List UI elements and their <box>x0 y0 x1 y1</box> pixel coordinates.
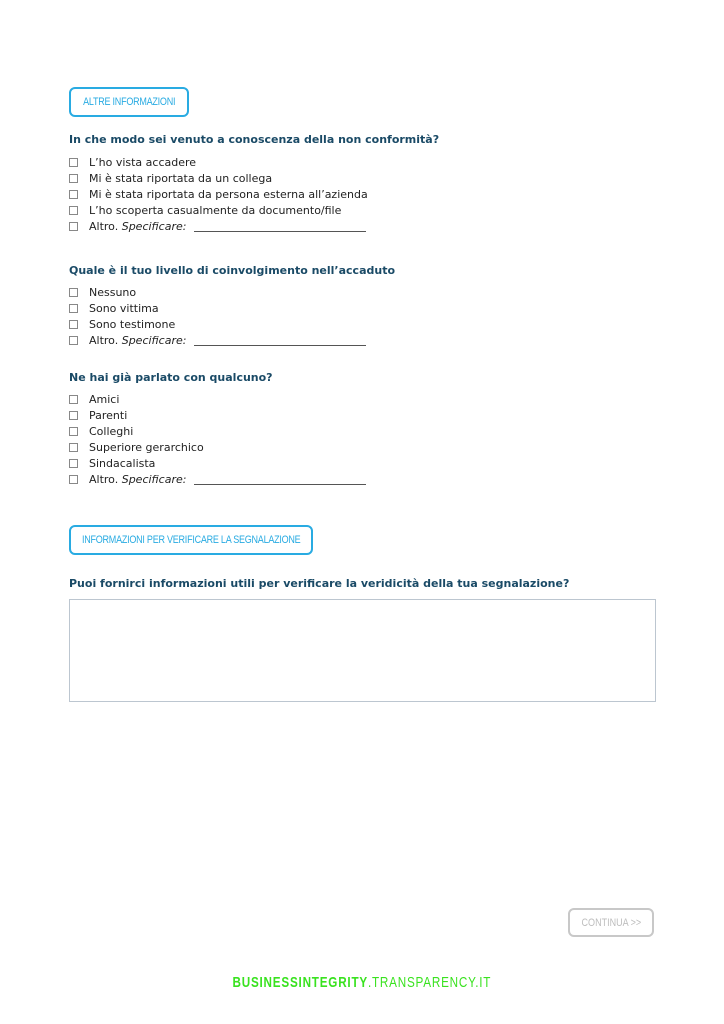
option[interactable]: Sindacalista <box>69 455 366 471</box>
checkbox[interactable] <box>69 411 78 420</box>
checkbox[interactable] <box>69 174 78 183</box>
option[interactable]: Amici <box>69 391 366 407</box>
option-other[interactable]: Altro. Specificare: <box>69 332 366 348</box>
checkbox[interactable] <box>69 443 78 452</box>
option[interactable]: Parenti <box>69 407 366 423</box>
section-title: INFORMAZIONI PER VERIFICARE LA SEGNALAZIONE <box>81 534 301 546</box>
question-1: In che modo sei venuto a conoscenza della non conformità? <box>69 133 440 146</box>
option[interactable]: Mi è stata riportata da un collega <box>69 170 368 186</box>
section-tab-informazioni-verifica <box>69 525 313 555</box>
checkbox[interactable] <box>69 222 78 231</box>
option[interactable]: Colleghi <box>69 423 366 439</box>
checkbox[interactable] <box>69 475 78 484</box>
checkbox[interactable] <box>69 395 78 404</box>
specify-input[interactable] <box>194 335 366 346</box>
question-3-options <box>69 391 366 487</box>
footer-brand-name: BUSINESSINTEGRITY <box>232 974 369 991</box>
checkbox[interactable] <box>69 427 78 436</box>
option[interactable]: L’ho scoperta casualmente da documento/file <box>69 202 368 218</box>
option-other[interactable]: Altro. Specificare: <box>69 471 366 487</box>
continue-button[interactable]: CONTINUA >> <box>568 908 654 937</box>
checkbox[interactable] <box>69 459 78 468</box>
question-4: Puoi fornirci informazioni utili per verificare la veridicità della tua segnalazione? <box>69 577 570 590</box>
checkbox[interactable] <box>69 206 78 215</box>
option-other[interactable]: Altro. Specificare: <box>69 218 368 234</box>
question-3: Ne hai già parlato con qualcuno? <box>69 371 273 384</box>
option[interactable]: Nessuno <box>69 284 366 300</box>
question-2-options <box>69 284 366 348</box>
checkbox[interactable] <box>69 288 78 297</box>
checkbox[interactable] <box>69 158 78 167</box>
verification-info-textarea[interactable] <box>69 599 656 702</box>
option[interactable]: Superiore gerarchico <box>69 439 366 455</box>
option[interactable]: Mi è stata riportata da persona esterna all’azienda <box>69 186 368 202</box>
checkbox[interactable] <box>69 320 78 329</box>
option[interactable]: Sono vittima <box>69 300 366 316</box>
checkbox[interactable] <box>69 304 78 313</box>
checkbox[interactable] <box>69 336 78 345</box>
footer-domain: .TRANSPARENCY.IT <box>368 974 492 991</box>
option[interactable]: Sono testimone <box>69 316 366 332</box>
checkbox[interactable] <box>69 190 78 199</box>
specify-input[interactable] <box>194 474 366 485</box>
question-2: Quale è il tuo livello di coinvolgimento nell’accaduto <box>69 264 396 277</box>
footer-brand <box>0 974 724 991</box>
specify-input[interactable] <box>194 221 366 232</box>
section-title: ALTRE INFORMAZIONI <box>82 96 176 108</box>
option[interactable]: L’ho vista accadere <box>69 154 368 170</box>
question-1-options <box>69 154 368 234</box>
section-tab-altre-informazioni <box>69 87 189 117</box>
